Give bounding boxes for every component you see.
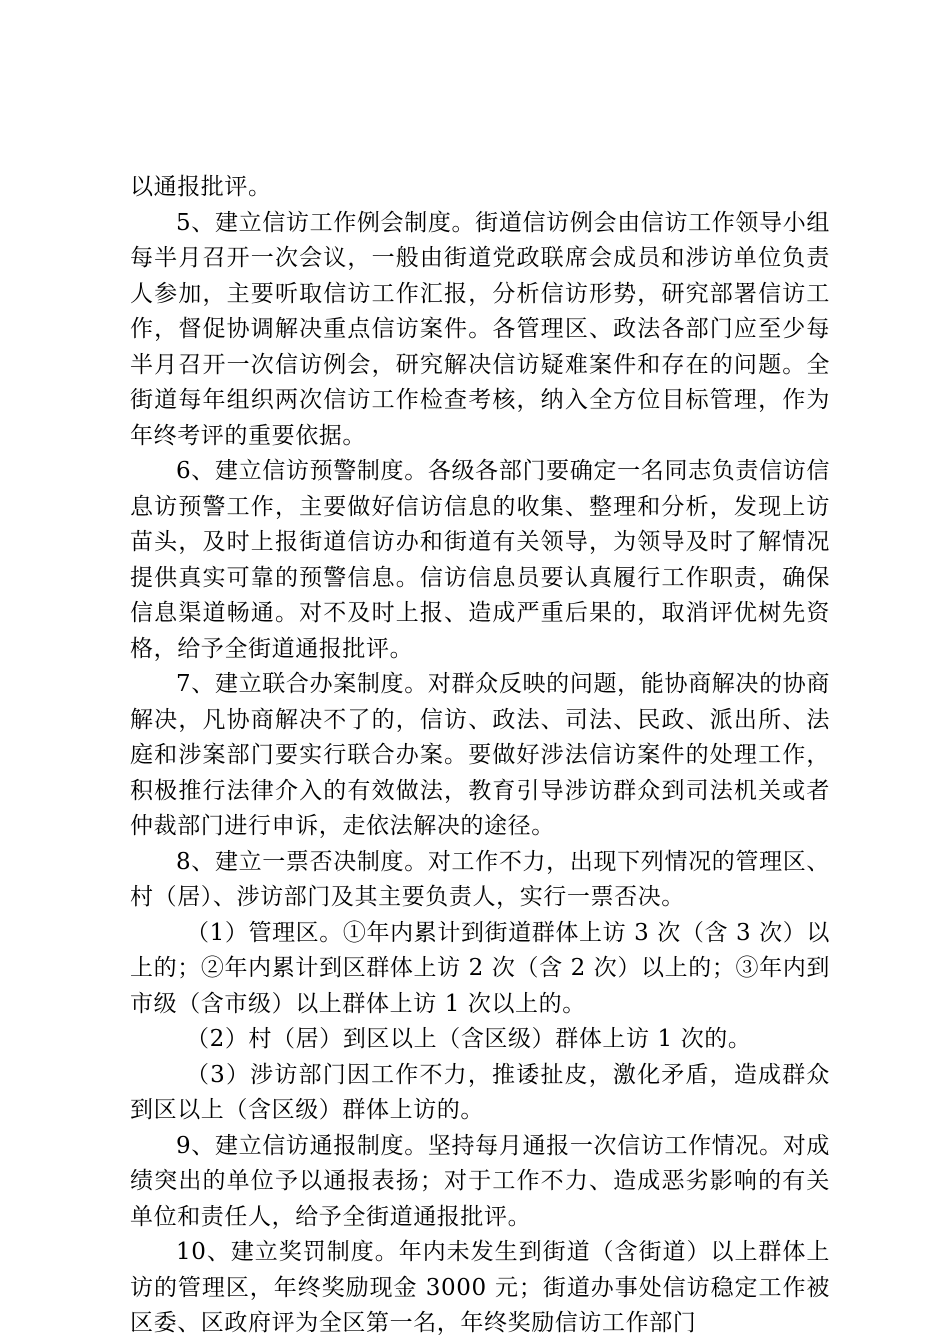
paragraph-item-8: 8、建立一票否决制度。对工作不力，出现下列情况的管理区、村（居）、涉访部门及其主要负责人，实行一票否决。 bbox=[130, 848, 830, 910]
paragraph-subitem-1: （1）管理区。①年内累计到街道群体上访 3 次（含 3 次）以上的；②年内累计到区群体上访 2 次（含 2 次）以上的；③年内到市级（含市级）以上群体上访 1 次以上的。 bbox=[130, 919, 830, 1017]
document-body bbox=[130, 170, 830, 1342]
paragraph-item-6: 6、建立信访预警制度。各级各部门要确定一名同志负责信访信息访预警工作，主要做好信访信息的收集、整理和分析，发现上访苗头，及时上报街道信访办和街道有关领导，为领导及时了解情况提供真实可靠的预警信息。信访信息员要认真履行工作职责，确保信息渠道畅通。对不及时上报、造成严重后果的，取消评优树先资格，给予全街道通报批评。 bbox=[130, 458, 830, 662]
paragraph-subitem-3: （3）涉访部门因工作不力，推诿扯皮，激化矛盾，造成群众到区以上（含区级）群体上访的。 bbox=[130, 1061, 830, 1123]
paragraph-item-10: 10、建立奖罚制度。年内未发生到街道（含街道）以上群体上访的管理区，年终奖励现金 3000 元；街道办事处信访稳定工作被区委、区政府评为全区第一名，年终奖励信访工作部门 bbox=[130, 1239, 830, 1336]
paragraph-item-5: 5、建立信访工作例会制度。街道信访例会由信访工作领导小组每半月召开一次会议，一般由街道党政联席会成员和涉访单位负责人参加，主要听取信访工作汇报，分析信访形势，研究部署信访工作，督促协调解决重点信访案件。各管理区、政法各部门应至少每半月召开一次信访例会，研究解决信访疑难案件和存在的问题。全街道每年组织两次信访工作检查考核，纳入全方位目标管理，作为年终考评的重要依据。 bbox=[130, 209, 830, 449]
paragraph-subitem-2: （2）村（居）到区以上（含区级）群体上访 1 次的。 bbox=[186, 1026, 752, 1052]
paragraph-item-7: 7、建立联合办案制度。对群众反映的问题，能协商解决的协商解决，凡协商解决不了的，信访、政法、司法、民政、派出所、法庭和涉案部门要实行联合办案。要做好涉法信访案件的处理工作，积极推行法律介入的有效做法，教育引导涉访群众到司法机关或者仲裁部门进行申诉，走依法解决的途径。 bbox=[130, 671, 830, 839]
paragraph-continuation: 以通报批评。 bbox=[130, 174, 272, 200]
paragraph-item-9: 9、建立信访通报制度。坚持每月通报一次信访工作情况。对成绩突出的单位予以通报表扬；对于工作不力、造成恶劣影响的有关单位和责任人，给予全街道通报批评。 bbox=[130, 1132, 830, 1230]
